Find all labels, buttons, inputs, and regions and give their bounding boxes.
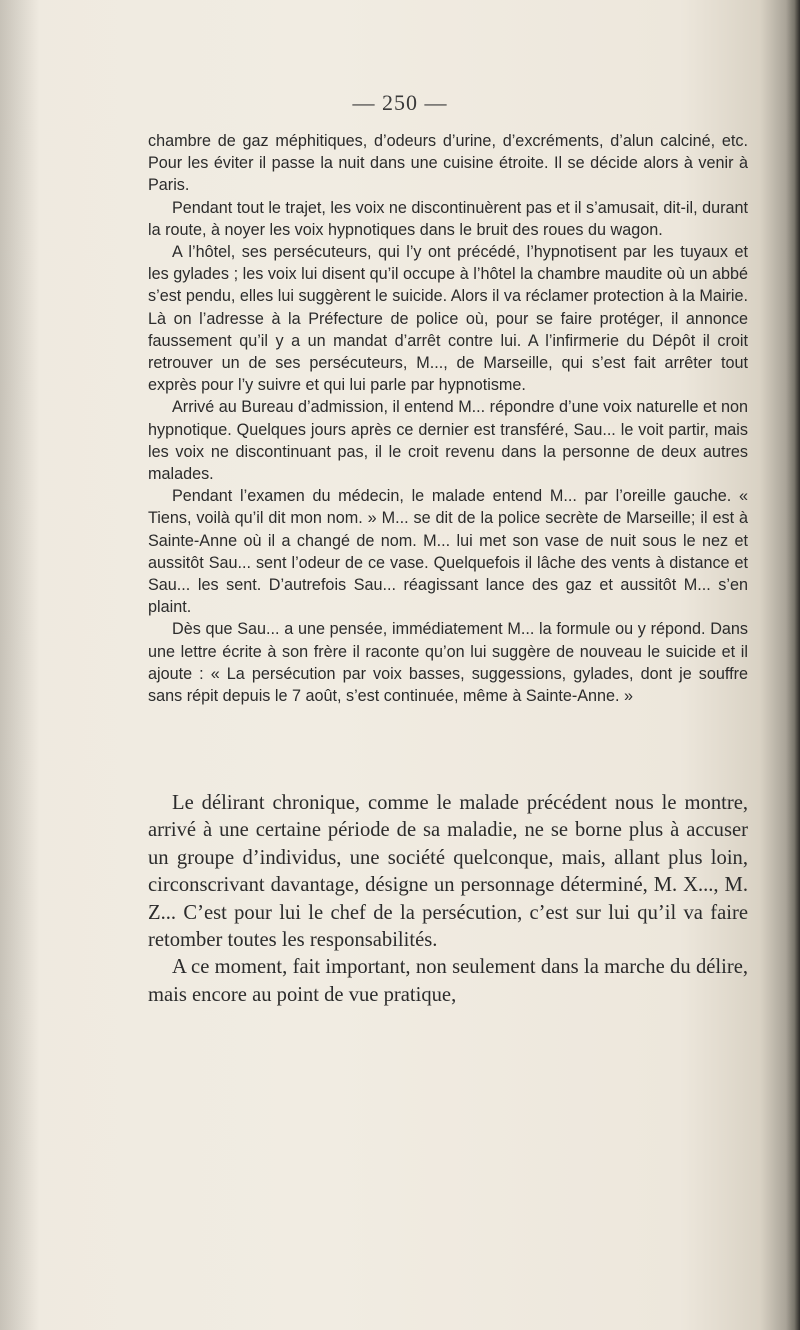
paragraph: Pendant tout le trajet, les voix ne discontinuèrent pas et il s’amusait, dit-il, durant la route, à noyer les voix hypnotiques dans le bruit des roues du wagon. xyxy=(148,198,748,239)
paragraph: Le délirant chronique, comme le malade précédent nous le montre, arrivé à une certaine période de sa maladie, ne se borne plus à accuser un groupe d’individus, une société quelconque, mais, allant plus loin, circonscrivant davantage, désigne un personnage déterminé, M. X..., M. Z... C’est pour lui le chef de la persécution, c’est sur lui qu’il va faire retomber toutes les responsabilités. xyxy=(148,792,748,952)
page-edge-shadow xyxy=(786,0,800,1330)
paragraph: A l’hôtel, ses persécuteurs, qui l’y ont précédé, l’hypnotisent par les tuyaux et les gylades ; les voix lui disent qu’il occupe à l’hôtel la chambre maudite où un abbé s’est pendu, elles lui suggèrent le suicide. Alors il va réclamer protection à la Mairie. Là on l’adresse à la Préfecture de police où, pour se faire protéger, il annonce faussement qu’il y a un mandat d’arrêt contre lui. A l’infirmerie du Dépôt il croit retrouver un de ses persécuteurs, M..., de Marseille, qui s’est fait arrêter tout exprès pour l’y suivre et qui lui parle par hypnotisme. xyxy=(148,243,748,395)
case-report-text xyxy=(148,130,748,707)
commentary-text xyxy=(148,790,748,1009)
paragraph: A ce moment, fait important, non seulement dans la marche du délire, mais encore au point de vue pratique, xyxy=(148,956,748,1006)
page-number: — 250 — xyxy=(352,90,448,115)
paragraph: Pendant l’examen du médecin, le malade entend M... par l’oreille gauche. « Tiens, voilà qu’il dit mon nom. » M... se dit de la police secrète de Marseille; il est à Sainte-Anne où il a changé de nom. M... lui met son vase de nuit sous le nez et aussitôt Sau... sent l’odeur de ce vase. Quelquefois il lâche des vents à distance et Sau... les sent. D’autrefois Sau... réagissant lance des gaz et aussitôt M... s’en plaint. xyxy=(148,487,748,617)
paragraph: chambre de gaz méphitiques, d’odeurs d’urine, d’excréments, d’alun calciné, etc. Pour les éviter il passe la nuit dans une cuisine étroite. Il se décide alors à venir à Paris. xyxy=(148,132,748,195)
paragraph: Arrivé au Bureau d’admission, il entend M... répondre d’une voix naturelle et non hypnotique. Quelques jours après ce dernier est transféré, Sau... le voit partir, mais les voix ne discontinuant pas, il le croit revenu dans la personne de deux autres malades. xyxy=(148,398,748,484)
paragraph: Dès que Sau... a une pensée, immédiatement M... la formule ou y répond. Dans une lettre écrite à son frère il raconte qu’on lui suggère de nouveau le suicide et il ajoute : « La persécution par voix basses, suggessions, gylades, dont je souffre sans répit depuis le 7 août, s’est continuée, même à Sainte-Anne. » xyxy=(148,620,748,706)
page-gutter-shadow xyxy=(0,0,40,1330)
